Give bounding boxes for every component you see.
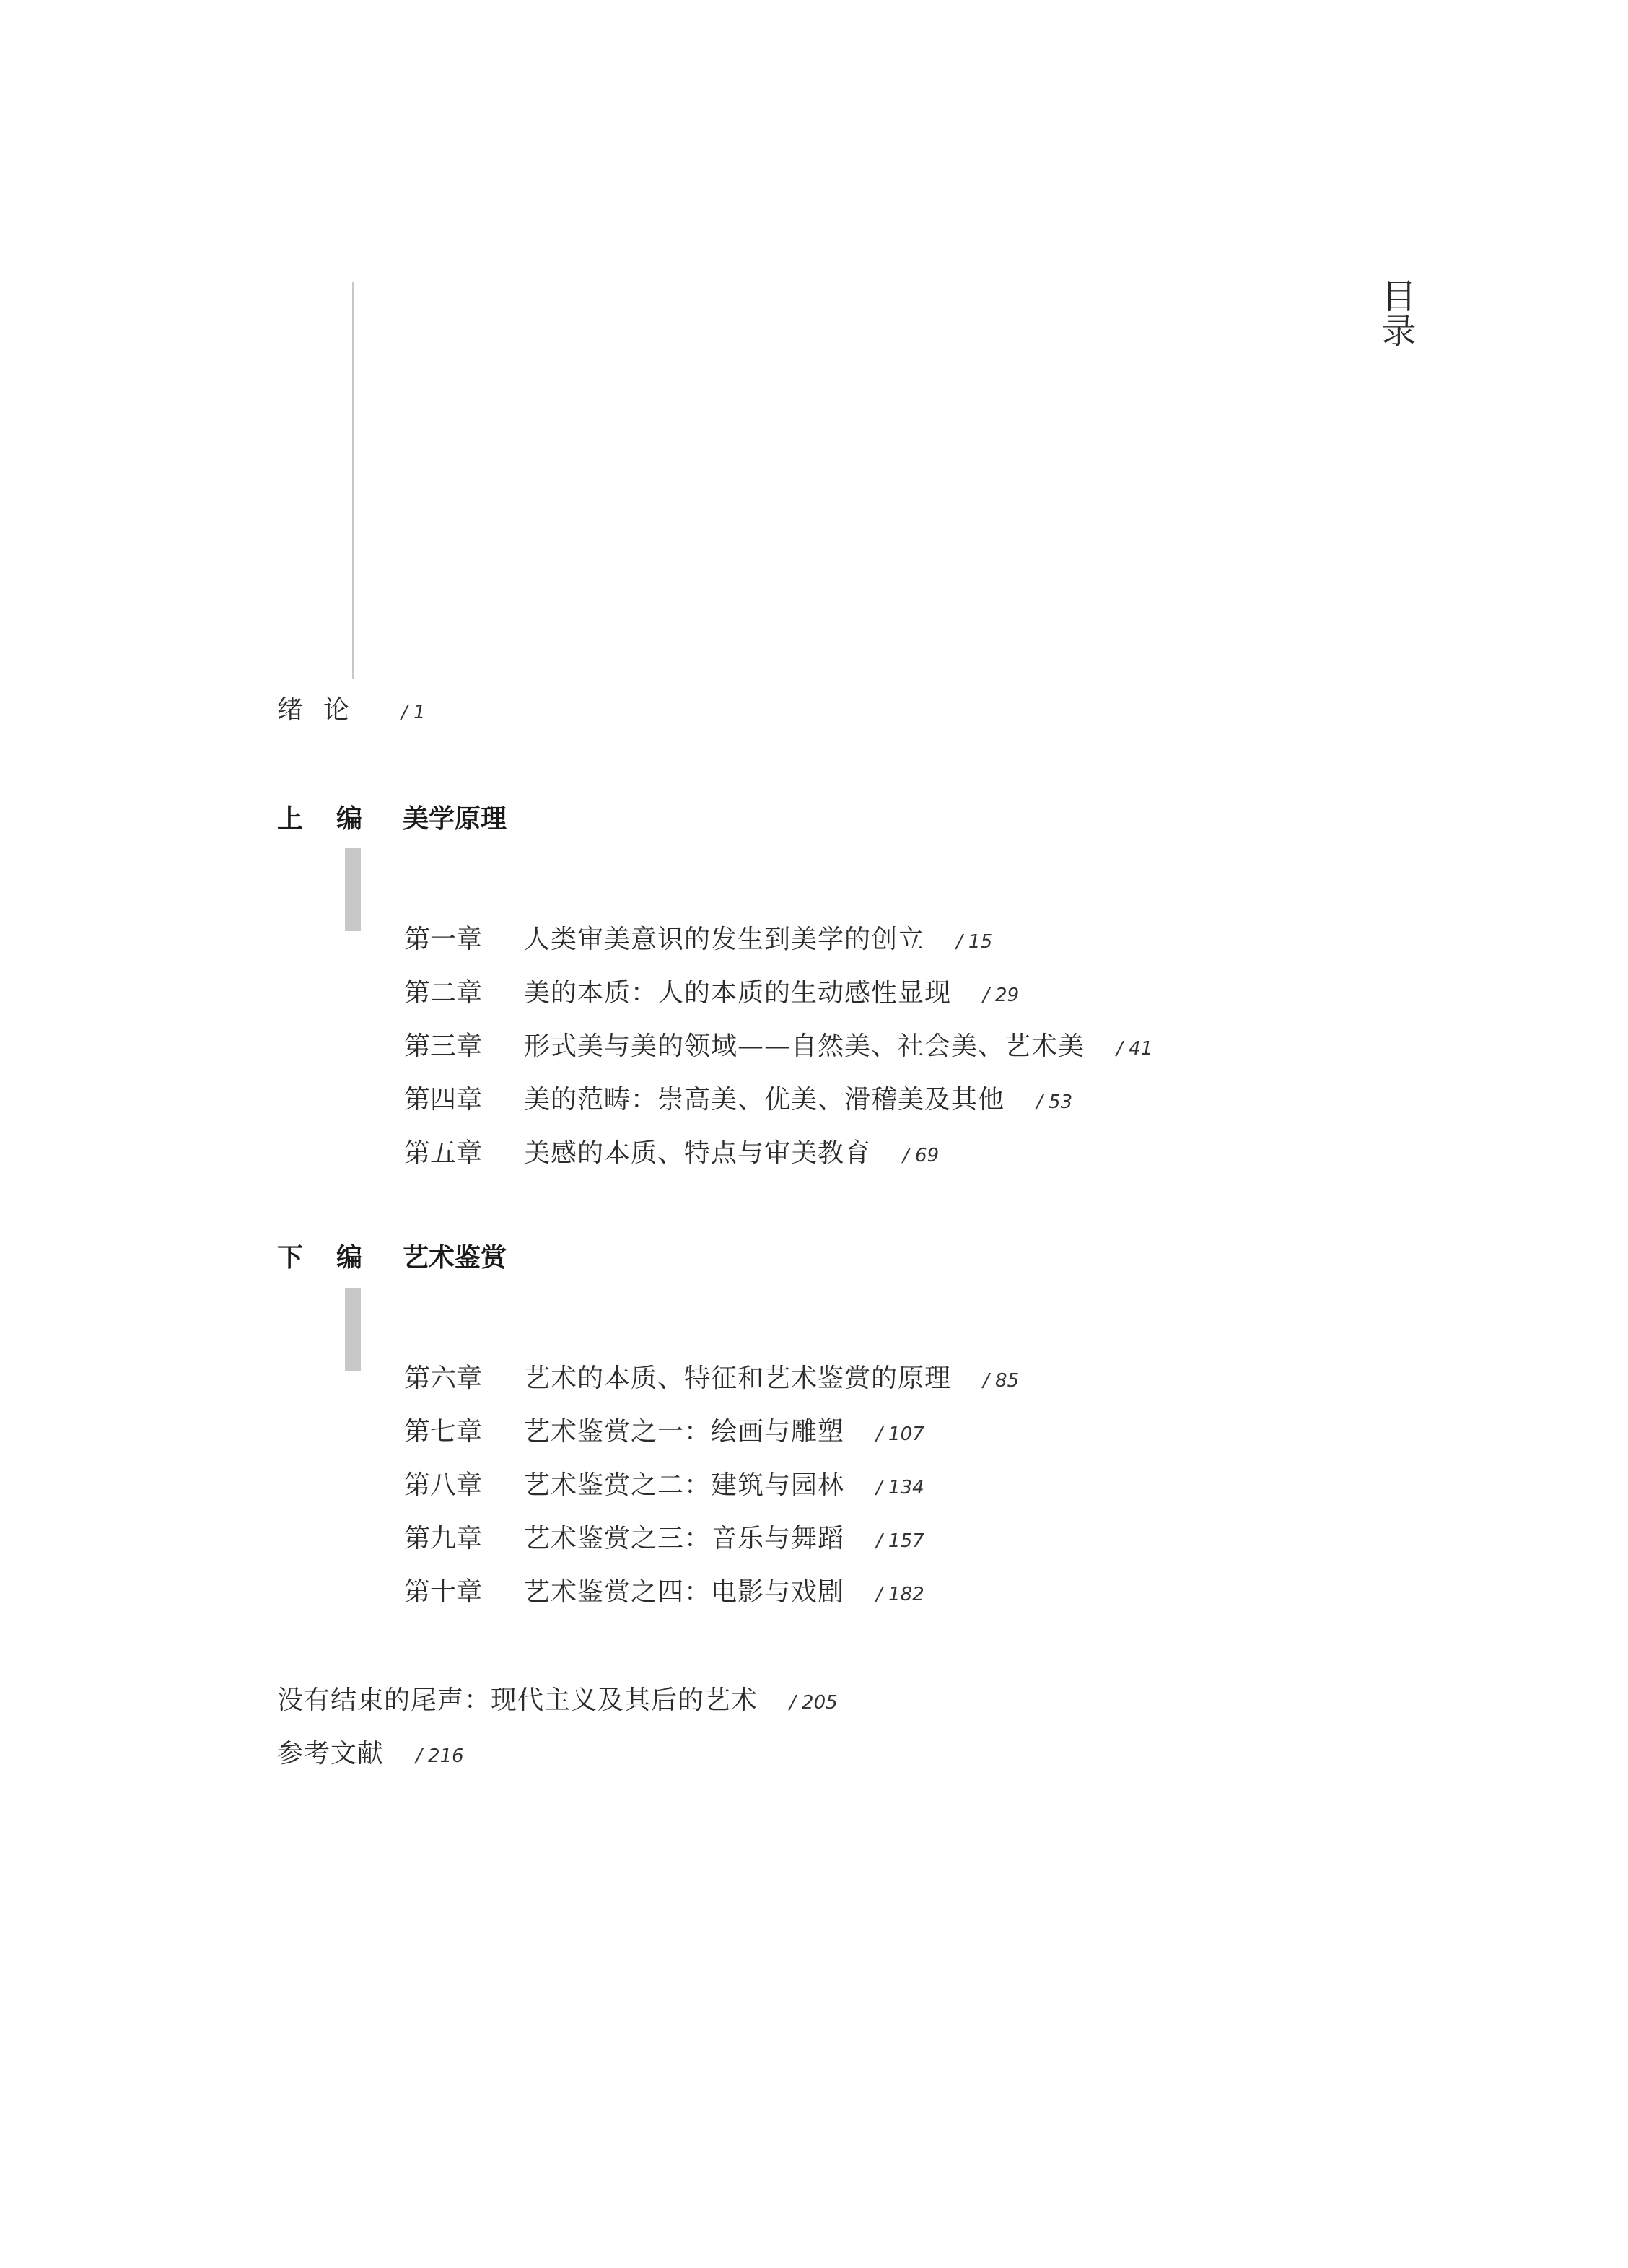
entry-page-number: / 107 (876, 1423, 924, 1445)
entry-title: 艺术鉴赏之三：音乐与舞蹈 (524, 1524, 845, 1553)
part-label: 上编 (277, 803, 396, 834)
chapter-label: 第七章 (404, 1417, 483, 1447)
entry-page-number: / 85 (983, 1370, 1020, 1392)
toc-entry-chapter[interactable] (404, 1523, 924, 1557)
toc-entry-chapter[interactable] (404, 1084, 1072, 1118)
toc-entry-chapter[interactable] (404, 1031, 1152, 1065)
toc-entry-references[interactable] (277, 1738, 464, 1772)
toc-entry-epilogue[interactable] (277, 1685, 838, 1719)
chapter-label: 第八章 (404, 1470, 483, 1500)
chapter-label: 第四章 (404, 1085, 483, 1115)
entry-page-number: / 182 (876, 1584, 924, 1605)
entry-page-number: / 134 (876, 1477, 924, 1499)
part-title: 艺术鉴赏 (403, 1242, 507, 1273)
entry-title: 艺术鉴赏之四：电影与戏剧 (524, 1577, 845, 1607)
page-title: 目录 (1375, 278, 1416, 347)
entry-title: 形式美与美的领域——自然美、社会美、艺术美 (524, 1031, 1085, 1061)
entry-title: 绪论 (277, 695, 370, 725)
entry-page-number: / 1 (401, 702, 426, 723)
chapter-label: 第一章 (404, 925, 483, 954)
toc-entry-intro[interactable] (277, 694, 426, 728)
entry-page-number: / 216 (416, 1745, 464, 1767)
toc-entry-chapter[interactable] (404, 977, 1019, 1011)
toc-entry-chapter[interactable] (404, 924, 992, 958)
entry-page-number: / 205 (789, 1692, 838, 1714)
entry-page-number: / 157 (876, 1530, 924, 1552)
chapter-label: 第九章 (404, 1524, 483, 1553)
entry-page-number: / 69 (903, 1145, 940, 1166)
entry-page-number: / 15 (956, 931, 993, 953)
chapter-label: 第十章 (404, 1577, 483, 1607)
toc-entry-chapter[interactable] (404, 1470, 924, 1504)
vertical-rule (352, 282, 354, 679)
section-bar (345, 848, 361, 931)
part-label: 下编 (277, 1242, 396, 1273)
entry-title: 美感的本质、特点与审美教育 (524, 1138, 872, 1168)
entry-title: 美的本质：人的本质的生动感性显现 (524, 978, 952, 1008)
chapter-label: 第六章 (404, 1364, 483, 1393)
entry-page-number: / 53 (1036, 1091, 1073, 1113)
entry-title: 艺术鉴赏之二：建筑与园林 (524, 1470, 845, 1500)
toc-entry-chapter[interactable] (404, 1138, 939, 1172)
entry-page-number: / 41 (1116, 1038, 1153, 1060)
entry-title: 美的范畴：崇高美、优美、滑稽美及其他 (524, 1085, 1005, 1115)
section-bar (345, 1288, 361, 1371)
toc-entry-chapter[interactable] (404, 1416, 924, 1450)
entry-title: 人类审美意识的发生到美学的创立 (524, 925, 925, 954)
entry-page-number: / 29 (983, 985, 1020, 1006)
entry-title: 艺术的本质、特征和艺术鉴赏的原理 (524, 1364, 952, 1393)
entry-title: 没有结束的尾声：现代主义及其后的艺术 (277, 1685, 758, 1715)
entry-title: 艺术鉴赏之一：绘画与雕塑 (524, 1417, 845, 1447)
chapter-label: 第五章 (404, 1138, 483, 1168)
part-title: 美学原理 (403, 803, 507, 834)
toc-entry-chapter[interactable] (404, 1576, 924, 1610)
part-heading-2 (277, 1242, 507, 1273)
toc-entry-chapter[interactable] (404, 1363, 1019, 1397)
entry-title: 参考文献 (277, 1739, 385, 1768)
chapter-label: 第二章 (404, 978, 483, 1008)
part-heading-1 (277, 803, 507, 834)
chapter-label: 第三章 (404, 1031, 483, 1061)
